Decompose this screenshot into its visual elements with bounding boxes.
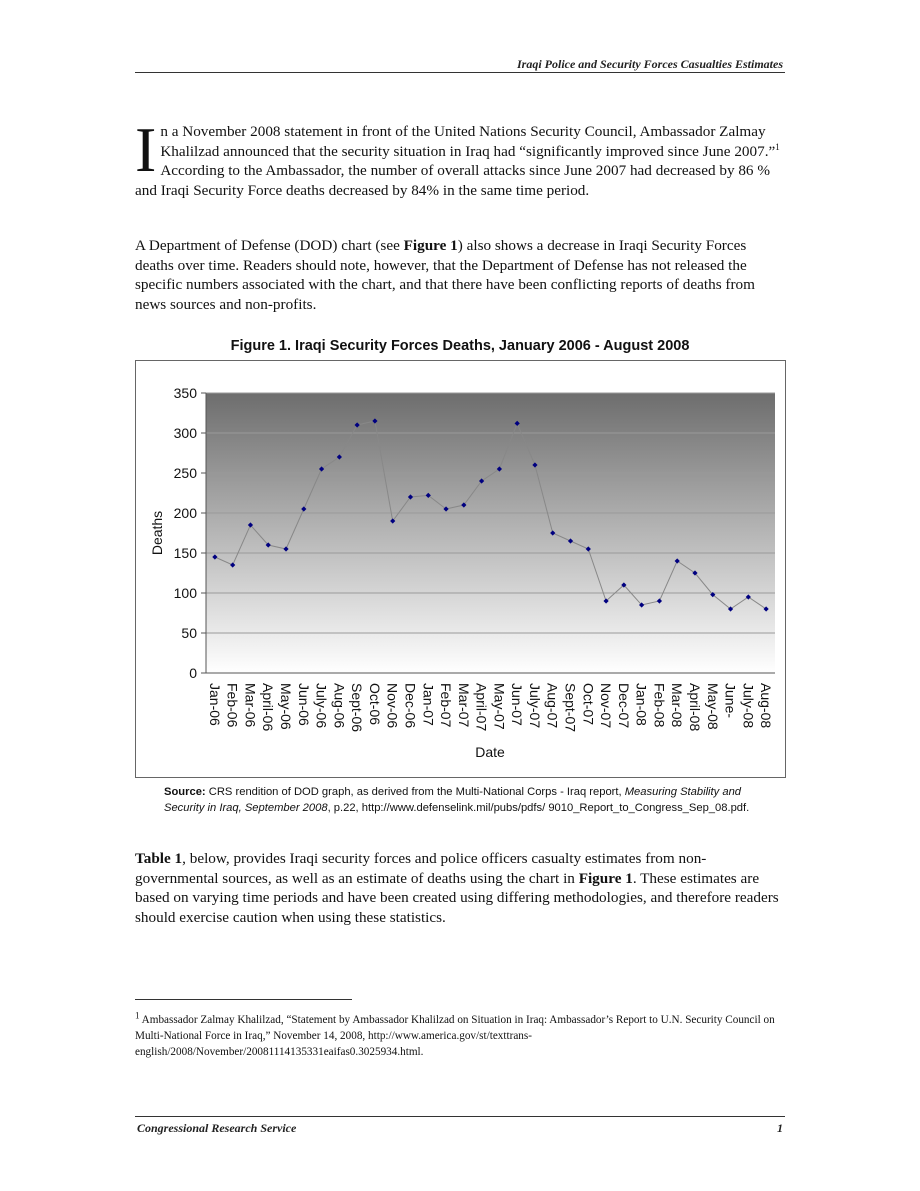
x-tick-label: May-07 <box>491 683 508 730</box>
y-tick-label: 250 <box>173 465 197 481</box>
x-tick-label: Mar-07 <box>455 683 472 728</box>
footnote-number: 1 <box>135 1010 140 1021</box>
x-tick-label: May-06 <box>278 683 295 730</box>
dod-paragraph <box>135 236 785 314</box>
x-tick-label: Mar-06 <box>242 683 259 728</box>
x-tick-label: Aug-06 <box>331 683 348 729</box>
figure-ref-2: Figure 1 <box>578 869 633 887</box>
x-tick-label: April-08 <box>686 683 703 732</box>
y-axis-title: Deaths <box>149 510 165 556</box>
x-tick-label: April-06 <box>260 683 277 732</box>
x-tick-label: May-08 <box>704 683 721 730</box>
x-tick-label: Nov-06 <box>384 683 401 729</box>
footnote-divider <box>135 999 352 1000</box>
source-text-a: CRS rendition of DOD graph, as derived from the Multi-National Corps - Iraq report, <box>205 786 625 798</box>
source-text-b: , p.22, http://www.defenselink.mil/pubs/pdfs/ 9010_Report_to_Congress_Sep_08.pdf. <box>327 801 750 814</box>
y-tick-label: 200 <box>173 505 197 521</box>
plot-area <box>206 393 775 673</box>
x-tick-label: April-07 <box>473 683 490 732</box>
x-tick-label: Dec-07 <box>615 683 632 729</box>
y-tick-label: 100 <box>173 585 197 601</box>
table-intro-text-a: , below, provides Iraqi security forces and police officers casualty estimates from non-governmental sources, as well as an estimate of deaths using the chart in <box>135 850 707 887</box>
y-tick-label: 150 <box>173 545 197 561</box>
table-ref: Table 1 <box>135 850 183 867</box>
figure-source <box>164 785 764 816</box>
source-label: Source: <box>164 786 206 798</box>
table-intro-text-b: . These estimates are based on varying time periods and have been created using differing methodologies, and therefore readers should exercise caution when using these statistics. <box>135 869 779 926</box>
x-tick-label: Dec-06 <box>402 683 419 729</box>
y-tick-label: 0 <box>189 665 197 681</box>
dod-text-a: A Department of Defense (DOD) chart (see <box>135 237 404 254</box>
x-tick-label: Feb-07 <box>438 683 455 728</box>
x-tick-label: Jun-06 <box>295 683 312 726</box>
x-tick-label: Jun-07 <box>509 683 526 726</box>
x-tick-label: Oct-07 <box>580 683 597 726</box>
x-axis-title: Date <box>475 744 505 760</box>
footer-divider <box>135 1116 785 1117</box>
table-intro-paragraph <box>135 849 785 927</box>
footer-publisher: Congressional Research Service <box>137 1121 297 1135</box>
x-tick-label: July-07 <box>526 683 543 729</box>
intro-text-a: n a November 2008 statement in front of the United Nations Security Council, Ambassador Zalmay Khalilzad announced that the security situation in Iraq had “significantly improved since June 2007.” <box>160 123 776 160</box>
footnote-text: Ambassador Zalmay Khalilzad, “Statement by Ambassador Khalilzad on Situation in Iraq: Ambassador’s Report to U.N. Security Council on Multi-National Force in Iraq,” November 14, 2008, http://www.america.gov/st/texttrans-english/2008/November/20081114135331eaifas0.3025934.html. <box>135 1014 775 1058</box>
x-tick-label: Jan-07 <box>420 683 437 726</box>
x-tick-label: Mar-08 <box>669 683 686 728</box>
x-tick-label: Feb-06 <box>224 683 241 728</box>
x-tick-label: Aug-08 <box>758 683 775 729</box>
intro-text-b: According to the Ambassador, the number of overall attacks since June 2007 had decreased by 86 % and Iraqi Security Force deaths decreased by 84% in the same time period. <box>135 162 770 199</box>
x-tick-label: Sept-07 <box>562 683 579 733</box>
source-report-title: Measuring Stability and Security in Iraq, September 2008 <box>164 786 742 814</box>
figure-ref: Figure 1 <box>403 237 458 254</box>
x-tick-label: Jan-08 <box>633 683 650 726</box>
x-tick-label: Nov-07 <box>598 683 615 729</box>
deaths-line-chart <box>136 361 785 777</box>
x-tick-label: Feb-08 <box>651 683 668 728</box>
page-number: 1 <box>777 1121 783 1135</box>
dod-text-b: ) also shows a decrease in Iraqi Security Forces deaths over time. Readers should note, however, that the Department of Defense has not released the specific numbers associated with the chart, and that there have been conflicting reports of deaths from news sources and non-profits. <box>135 237 755 313</box>
running-header: Iraqi Police and Security Forces Casualties Estimates <box>516 57 783 71</box>
footnote <box>135 1012 785 1060</box>
x-tick-label: July-06 <box>313 683 330 729</box>
x-tick-label: June- <box>722 683 739 719</box>
footnote-ref[interactable]: 1 <box>775 141 780 152</box>
x-tick-label: Aug-07 <box>544 683 561 729</box>
x-tick-label: July-08 <box>740 683 757 729</box>
chart-frame <box>135 360 786 778</box>
y-tick-label: 50 <box>181 625 197 641</box>
x-tick-label: Oct-06 <box>366 683 383 726</box>
drop-cap: I <box>135 114 157 185</box>
figure-title: Figure 1. Iraqi Security Forces Deaths, January 2006 - August 2008 <box>230 338 690 354</box>
header-divider <box>135 72 785 73</box>
x-tick-label: Sept-06 <box>349 683 366 733</box>
intro-paragraph <box>135 114 785 200</box>
y-tick-label: 300 <box>173 425 197 441</box>
y-tick-label: 350 <box>173 385 197 401</box>
x-tick-label: Jan-06 <box>206 683 223 726</box>
